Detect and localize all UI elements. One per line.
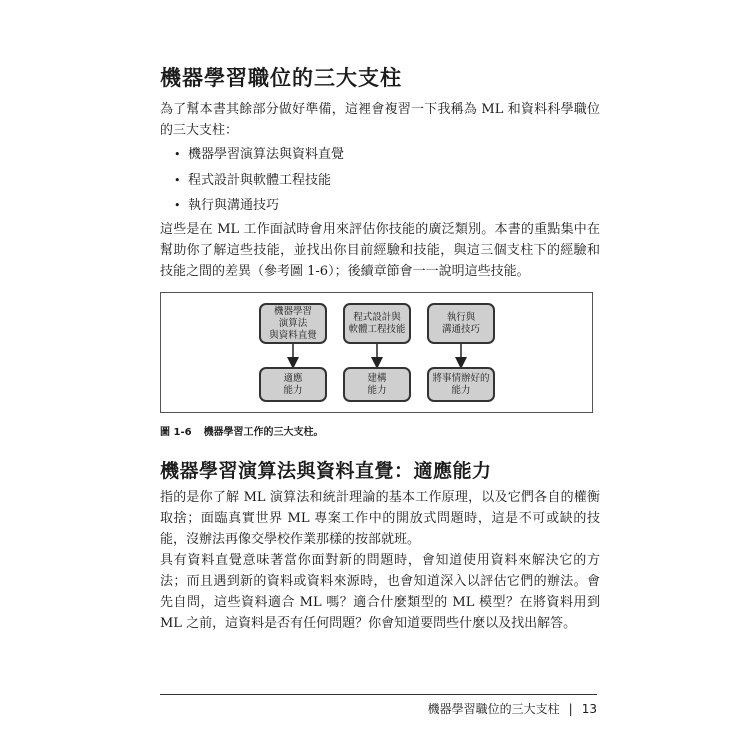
node-getting-things-done: 將事情辦好的 能力: [427, 367, 495, 402]
algorithms-paragraph: 指的是你了解 ML 演算法和統計理論的基本工作原理，以及它們各自的權衡取捨；面臨真實世界 ML 專案工作中的開放式問題時，這是不可或缺的技能，沒辦法再像交學校作業那樣的按部就班。: [160, 490, 600, 547]
node-execution-communication: 執行與 溝通技巧: [427, 303, 495, 344]
node-programming: 程式設計與 軟體工程技能: [343, 303, 411, 344]
page-heading: 機器學習職位的三大支柱: [160, 66, 402, 90]
overview-paragraph: 這些是在 ML 工作面試時會用來評估你技能的廣泛類別。本書的重點集中在幫助你了解這些技能，並找出你目前經驗和技能，與這三個支柱下的經驗和技能之間的差異（參考圖 1-6）；後續章節會一一說明這些技能。: [160, 222, 600, 279]
page-number: 13: [581, 701, 597, 716]
list-item: [160, 196, 600, 222]
pillar-list: [160, 145, 600, 222]
list-item-label: 程式設計與軟體工程技能: [188, 172, 332, 188]
data-intuition-paragraph: 具有資料直覺意味著當你面對新的問題時，會知道使用資料來解決它的方法；而且遇到新的資料或資料來源時，也會知道深入以評估它們的辦法。會先自問，這些資料適合 ML 嗎？適合什麼類型的 ML 模型？在將資料用到 ML 之前，這資料是否有任何問題？你會知道要問些什麼以及找出解答。: [160, 553, 600, 631]
figure-number: 圖 1-6: [160, 427, 192, 438]
list-item-label: 執行與溝通技巧: [188, 198, 280, 213]
figure-caption-text: 機器學習工作的三大支柱。: [203, 427, 324, 438]
list-item: [160, 145, 600, 171]
footer-chapter-title: 機器學習職位的三大支柱: [427, 702, 560, 716]
node-adaptability: 適應 能力: [259, 367, 327, 402]
node-ml-algorithms: 機器學習 演算法 與資料直覺: [259, 303, 327, 344]
bullet-icon: •: [174, 199, 181, 212]
section-heading: 機器學習演算法與資料直覺：適應能力: [160, 460, 492, 482]
page-footer: [428, 700, 597, 717]
bullet-icon: •: [174, 148, 181, 161]
figure-caption: [160, 423, 324, 438]
pillars-diagram: [160, 292, 593, 413]
footer-rule: [160, 694, 597, 695]
bullet-icon: •: [174, 173, 181, 187]
list-item-label: 機器學習演算法與資料直覺: [188, 147, 345, 162]
list-item: [160, 171, 600, 197]
footer-separator: |: [568, 701, 573, 716]
intro-paragraph: 為了幫本書其餘部分做好準備，這裡會複習一下我稱為 ML 和資料科學職位的三大支柱：: [160, 102, 600, 138]
node-building: 建構 能力: [343, 367, 411, 402]
